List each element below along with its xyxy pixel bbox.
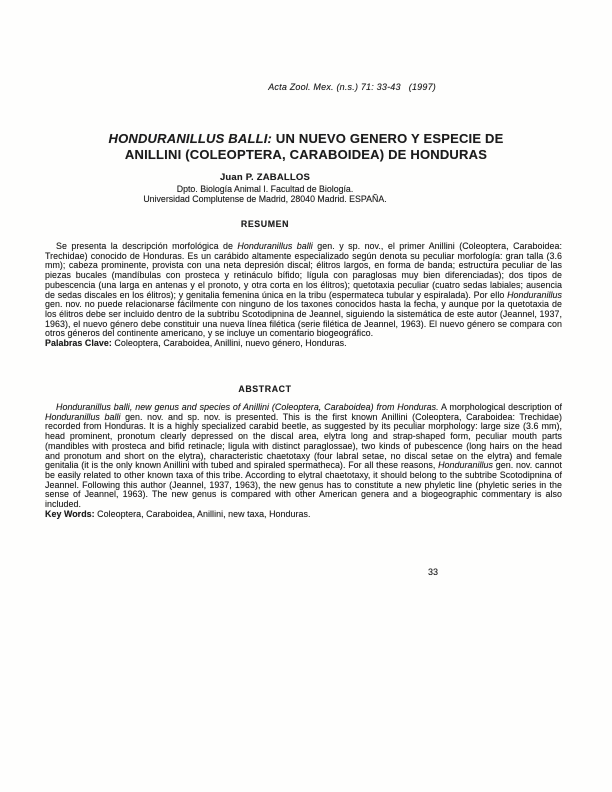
abstract-keywords: Key Words: Coleoptera, Caraboidea, Anillini, new taxa, Honduras. (45, 508, 311, 519)
author-name: Juan P. ZABALLOS (219, 172, 311, 183)
author-affiliation-line-1: Dpto. Biología Animal I. Facultad de Biología. (176, 183, 354, 194)
title-line-1: HONDURANILLUS BALLI: UN NUEVO GENERO Y ESPECIE DE (108, 131, 504, 146)
page-title (40, 131, 572, 162)
resumen-section (45, 242, 562, 349)
resumen-keywords: Palabras Clave: Coleoptera, Caraboidea, Anillini, nuevo género, Honduras. (45, 338, 347, 349)
title-line-2: ANILLINI (COLEOPTERA, CARABOIDEA) DE HONDURAS (124, 146, 488, 162)
section-heading-abstract: ABSTRACT (238, 384, 292, 394)
author-affiliation-line-2: Universidad Complutense de Madrid, 28040 Madrid. ESPAÑA. (143, 194, 387, 204)
abstract-section (45, 403, 562, 519)
section-heading-resumen: RESUMEN (240, 219, 290, 229)
page-number: 33 (428, 567, 439, 577)
abstract-paragraph: Honduranillus balli, new genus and species of Anillini (Coleoptera, Caraboidea) from Honduras. A morphological description of Honduranillus balli gen. nov. and sp. nov. is presented. This is the first known Anillini (Coleoptera, Caraboidea: Trechidae) recorded from Honduras. It is a highly specialized carabid beetle, as suggested by its peculiar morphology: large size (3.6 mm), head prominent, pronotum clearly depressed on the discal area, elytra long and strap-shaped form, peculiar mouth parts (mandibles with prosteca and bifid retinacle; ligula with distinct paraglossae), two kinds of pubescence (long hairs on the head and pronotum and short on the elytra), characteristic chaetotaxy (four labral setae, no discal setae on the elytra) and female genitalia (it is the only known Anillini with tubed and spiraled spermatheca). For all these reasons, Honduranillus gen. nov. cannot be easily related to other known taxa of this tribe. According to elytral chaetotaxy, it should belong to the subtribe Scotodipnina of Jeannel. Following this author (Jeannel, 1937, 1963), the new genus has to constitute a new phyletic line (phyletic series in the sense of Jeannel, 1963). The new genus is compared with other American genera and a biogeographic commentary is also included. (45, 402, 562, 510)
resumen-paragraph: Se presenta la descripción morfológica de Honduranillus balli gen. y sp. nov., el primer Anillini (Coleoptera, Caraboidea: Trechidae) conocido de Honduras. Es un carábido altamente especializado según denota su peculiar morfología: gran talla (3.6 mm); cabeza prominente, provista con una neta depresión discal; élitros largos, en forma de banda; estructura peculiar de las piezas bucales (mandíbulas con prosteca y retináculo bífido; lígula con paraglosas muy bien diferenciadas); dos tipos de pubescencia (una larga en antenas y el pronoto, y otra corta en los élitros); quetotaxia peculiar (cuatro sedas labiales; ausencia de sedas discales en los élitros); y genitalia femenina única en la tribu (espermateca tubular y espiralada). Por ello Honduranillus gen. nov. no puede relacionarse fácilmente con ninguno de los taxones conocidos hasta la fecha, y aunque por la quetotaxia de los élitros debe ser incluido dentro de la subtribu Scotodipnina de Jeannel, siguiendo la sistemática de este autor (Jeannel, 1937, 1963), el nuevo género debe constituir una nueva línea filética (serie filética de Jeannel, 1963). El nuevo género se compara con otros géneros del continente americano, y se incluye un comentario biogeográfico. (45, 241, 562, 339)
author-block (45, 173, 485, 205)
journal-citation: Acta Zool. Mex. (n.s.) 71: 33-43 (1997) (268, 82, 436, 92)
